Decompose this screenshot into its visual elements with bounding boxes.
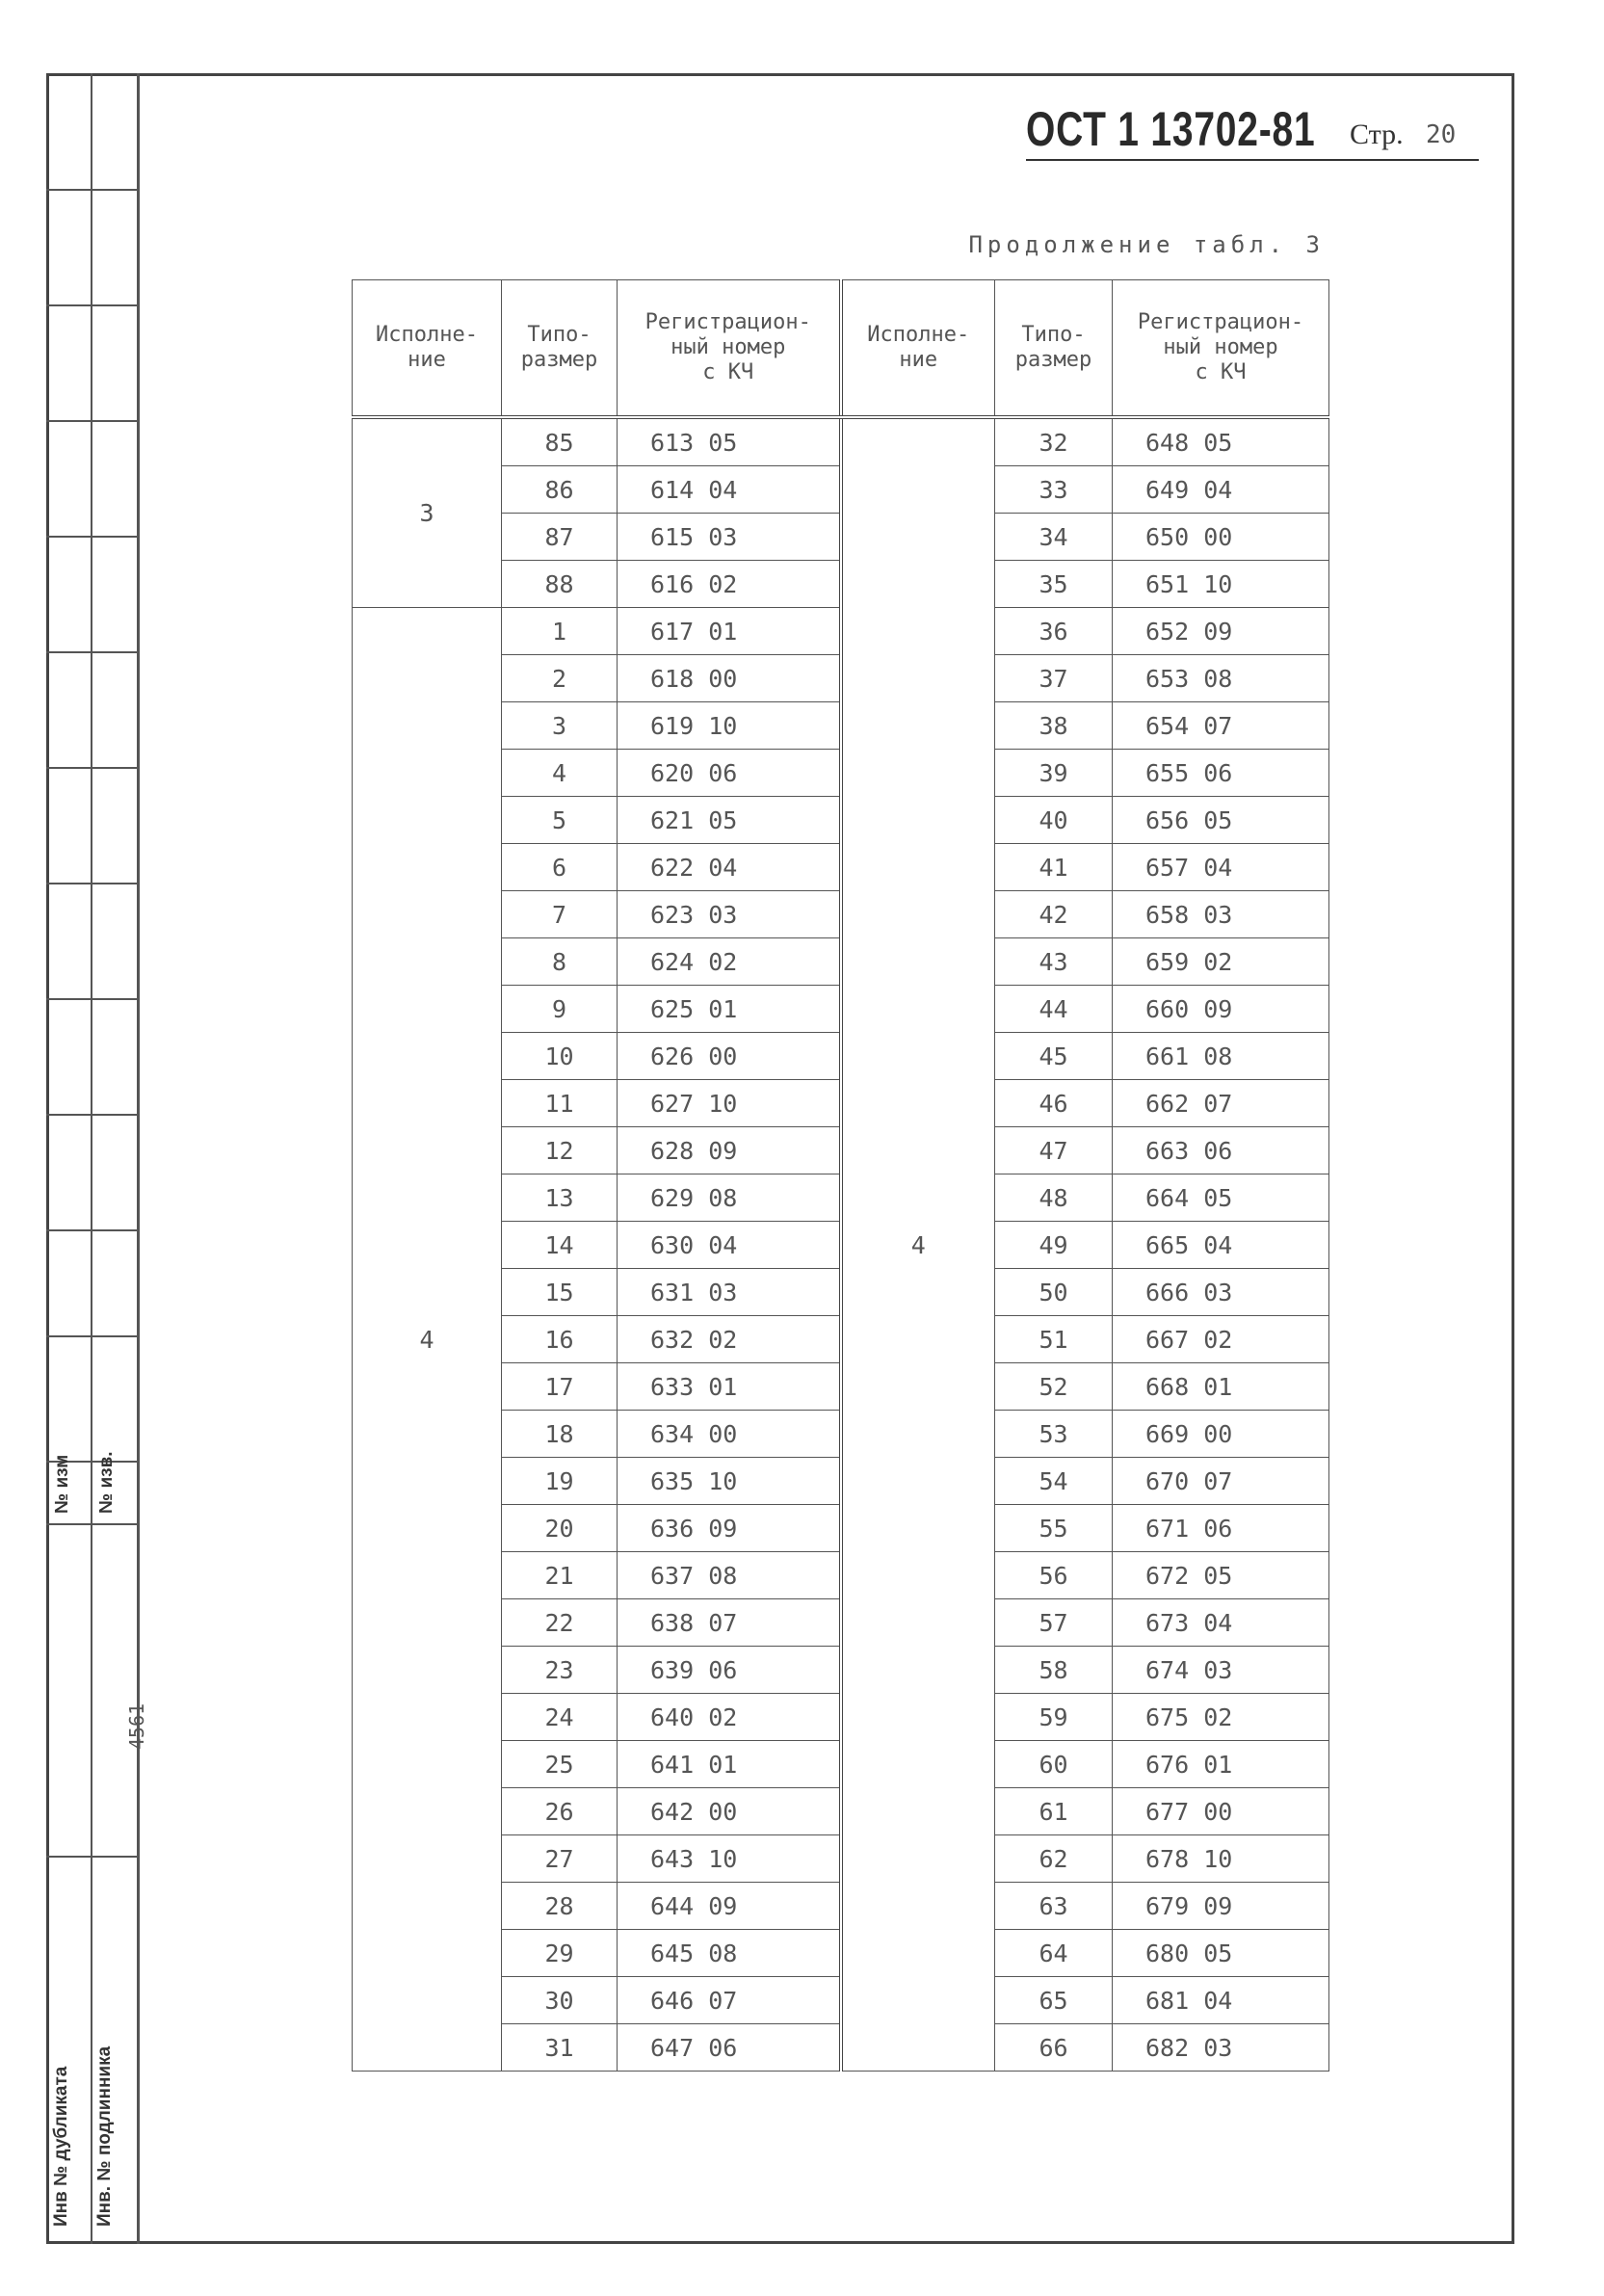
- strip-divider: [46, 1856, 137, 1858]
- cell-reg-number: 670 07: [1113, 1458, 1329, 1505]
- cell-reg-number: 638 07: [618, 1599, 841, 1647]
- cell-size: 38: [995, 702, 1113, 750]
- cell-reg-number: 620 06: [618, 750, 841, 797]
- cell-reg-number: 667 02: [1113, 1316, 1329, 1363]
- cell-size: 34: [995, 514, 1113, 561]
- cell-reg-number: 642 00: [618, 1788, 841, 1835]
- cell-reg-number: 659 02: [1113, 938, 1329, 986]
- strip-divider: [46, 1523, 137, 1525]
- cell-reg-number: 641 01: [618, 1741, 841, 1788]
- cell-reg-number: 675 02: [1113, 1694, 1329, 1741]
- cell-reg-number: 615 03: [618, 514, 841, 561]
- cell-size: 1: [502, 608, 618, 655]
- document-code: ОСТ 1 13702-81: [1026, 102, 1316, 156]
- cell-size: 19: [502, 1458, 618, 1505]
- cell-size: 88: [502, 561, 618, 608]
- strip-divider: [46, 1335, 137, 1337]
- cell-reg-number: 633 01: [618, 1363, 841, 1411]
- cell-reg-number: 652 09: [1113, 608, 1329, 655]
- cell-reg-number: 631 03: [618, 1269, 841, 1316]
- cell-reg-number: 634 00: [618, 1411, 841, 1458]
- cell-reg-number: 673 04: [1113, 1599, 1329, 1647]
- strip-divider: [46, 767, 137, 769]
- cell-size: 43: [995, 938, 1113, 986]
- cell-size: 16: [502, 1316, 618, 1363]
- cell-reg-number: 625 01: [618, 986, 841, 1033]
- cell-reg-number: 622 04: [618, 844, 841, 891]
- cell-reg-number: 669 00: [1113, 1411, 1329, 1458]
- cell-reg-number: 618 00: [618, 655, 841, 702]
- cell-reg-number: 679 09: [1113, 1883, 1329, 1930]
- cell-size: 5: [502, 797, 618, 844]
- cell-size: 28: [502, 1883, 618, 1930]
- cell-reg-number: 651 10: [1113, 561, 1329, 608]
- cell-size: 4: [502, 750, 618, 797]
- cell-reg-number: 621 05: [618, 797, 841, 844]
- cell-reg-number: 662 07: [1113, 1080, 1329, 1127]
- cell-size: 48: [995, 1174, 1113, 1222]
- cell-size: 59: [995, 1694, 1113, 1741]
- cell-size: 12: [502, 1127, 618, 1174]
- header-size: Типо- размер: [502, 280, 618, 418]
- cell-reg-number: 676 01: [1113, 1741, 1329, 1788]
- strip-divider: [46, 189, 91, 191]
- cell-size: 13: [502, 1174, 618, 1222]
- cell-reg-number: 650 00: [1113, 514, 1329, 561]
- cell-reg-number: 613 05: [618, 417, 841, 466]
- cell-reg-number: 628 09: [618, 1127, 841, 1174]
- cell-execution: 4: [841, 417, 995, 2072]
- cell-size: 57: [995, 1599, 1113, 1647]
- cell-size: 26: [502, 1788, 618, 1835]
- page-number: 20: [1426, 120, 1457, 149]
- cell-size: 42: [995, 891, 1113, 938]
- cell-size: 8: [502, 938, 618, 986]
- strip-divider: [91, 189, 137, 191]
- cell-size: 58: [995, 1647, 1113, 1694]
- cell-size: 47: [995, 1127, 1113, 1174]
- cell-reg-number: 649 04: [1113, 466, 1329, 514]
- document-header: [1026, 101, 1479, 161]
- data-table: [352, 279, 1329, 2072]
- cell-reg-number: 656 05: [1113, 797, 1329, 844]
- table-caption: Продолжение табл. 3: [968, 231, 1325, 258]
- cell-reg-number: 663 06: [1113, 1127, 1329, 1174]
- cell-size: 87: [502, 514, 618, 561]
- strip-divider: [46, 304, 137, 306]
- strip-number: 4561: [125, 1702, 148, 1750]
- cell-reg-number: 643 10: [618, 1835, 841, 1883]
- cell-reg-number: 636 09: [618, 1505, 841, 1552]
- cell-size: 23: [502, 1647, 618, 1694]
- cell-size: 9: [502, 986, 618, 1033]
- cell-reg-number: 671 06: [1113, 1505, 1329, 1552]
- cell-reg-number: 678 10: [1113, 1835, 1329, 1883]
- cell-reg-number: 660 09: [1113, 986, 1329, 1033]
- cell-size: 37: [995, 655, 1113, 702]
- cell-size: 85: [502, 417, 618, 466]
- strip-divider: [46, 883, 137, 884]
- cell-size: 35: [995, 561, 1113, 608]
- strip-divider: [46, 420, 137, 422]
- cell-reg-number: 681 04: [1113, 1977, 1329, 2024]
- cell-size: 41: [995, 844, 1113, 891]
- page-label: Стр.: [1350, 119, 1404, 150]
- cell-size: 66: [995, 2024, 1113, 2072]
- cell-size: 11: [502, 1080, 618, 1127]
- table-header-row: [353, 280, 1329, 418]
- cell-size: 7: [502, 891, 618, 938]
- cell-reg-number: 629 08: [618, 1174, 841, 1222]
- cell-reg-number: 626 00: [618, 1033, 841, 1080]
- cell-size: 33: [995, 466, 1113, 514]
- cell-size: 44: [995, 986, 1113, 1033]
- cell-size: 22: [502, 1599, 618, 1647]
- strip-divider: [46, 1229, 137, 1231]
- cell-reg-number: 646 07: [618, 1977, 841, 2024]
- strip-line: [137, 73, 140, 2244]
- cell-reg-number: 619 10: [618, 702, 841, 750]
- cell-size: 55: [995, 1505, 1113, 1552]
- cell-reg-number: 674 03: [1113, 1647, 1329, 1694]
- strip-divider: [46, 651, 137, 653]
- cell-size: 86: [502, 466, 618, 514]
- binding-strip: [46, 73, 148, 2244]
- cell-size: 51: [995, 1316, 1113, 1363]
- cell-size: 60: [995, 1741, 1113, 1788]
- cell-reg-number: 639 06: [618, 1647, 841, 1694]
- cell-size: 40: [995, 797, 1113, 844]
- cell-reg-number: 645 08: [618, 1930, 841, 1977]
- cell-size: 36: [995, 608, 1113, 655]
- cell-size: 15: [502, 1269, 618, 1316]
- cell-reg-number: 627 10: [618, 1080, 841, 1127]
- cell-reg-number: 668 01: [1113, 1363, 1329, 1411]
- cell-reg-number: 654 07: [1113, 702, 1329, 750]
- cell-reg-number: 624 02: [618, 938, 841, 986]
- strip-label-duplicate: Инв № дубликата: [51, 2066, 71, 2227]
- cell-size: 54: [995, 1458, 1113, 1505]
- cell-reg-number: 664 05: [1113, 1174, 1329, 1222]
- cell-size: 20: [502, 1505, 618, 1552]
- cell-size: 65: [995, 1977, 1113, 2024]
- cell-size: 63: [995, 1883, 1113, 1930]
- cell-size: 18: [502, 1411, 618, 1458]
- strip-label-original: Инв. № подлинника: [94, 2045, 115, 2227]
- cell-execution: 4: [353, 608, 502, 2072]
- strip-label-notice-no: № изв.: [96, 1451, 117, 1514]
- cell-reg-number: 677 00: [1113, 1788, 1329, 1835]
- cell-size: 6: [502, 844, 618, 891]
- cell-reg-number: 661 08: [1113, 1033, 1329, 1080]
- cell-reg-number: 657 04: [1113, 844, 1329, 891]
- strip-divider: [46, 536, 137, 538]
- cell-reg-number: 666 03: [1113, 1269, 1329, 1316]
- cell-reg-number: 653 08: [1113, 655, 1329, 702]
- cell-size: 27: [502, 1835, 618, 1883]
- cell-size: 10: [502, 1033, 618, 1080]
- cell-size: 50: [995, 1269, 1113, 1316]
- cell-reg-number: 640 02: [618, 1694, 841, 1741]
- cell-reg-number: 647 06: [618, 2024, 841, 2072]
- cell-size: 31: [502, 2024, 618, 2072]
- cell-reg-number: 630 04: [618, 1222, 841, 1269]
- cell-reg-number: 655 06: [1113, 750, 1329, 797]
- cell-size: 14: [502, 1222, 618, 1269]
- cell-size: 62: [995, 1835, 1113, 1883]
- cell-reg-number: 632 02: [618, 1316, 841, 1363]
- header-execution: Исполне- ние: [353, 280, 502, 418]
- header-size: Типо- размер: [995, 280, 1113, 418]
- cell-reg-number: 672 05: [1113, 1552, 1329, 1599]
- cell-size: 32: [995, 417, 1113, 466]
- cell-size: 46: [995, 1080, 1113, 1127]
- cell-reg-number: 614 04: [618, 466, 841, 514]
- cell-reg-number: 682 03: [1113, 2024, 1329, 2072]
- cell-reg-number: 648 05: [1113, 417, 1329, 466]
- cell-reg-number: 658 03: [1113, 891, 1329, 938]
- cell-size: 61: [995, 1788, 1113, 1835]
- cell-reg-number: 616 02: [618, 561, 841, 608]
- cell-reg-number: 617 01: [618, 608, 841, 655]
- cell-size: 24: [502, 1694, 618, 1741]
- cell-size: 49: [995, 1222, 1113, 1269]
- cell-size: 53: [995, 1411, 1113, 1458]
- cell-size: 21: [502, 1552, 618, 1599]
- cell-reg-number: 680 05: [1113, 1930, 1329, 1977]
- cell-size: 17: [502, 1363, 618, 1411]
- cell-size: 3: [502, 702, 618, 750]
- strip-line: [91, 73, 92, 2244]
- cell-reg-number: 635 10: [618, 1458, 841, 1505]
- table-row: [353, 417, 1329, 466]
- cell-reg-number: 637 08: [618, 1552, 841, 1599]
- cell-size: 64: [995, 1930, 1113, 1977]
- strip-divider: [46, 1114, 137, 1116]
- cell-size: 29: [502, 1930, 618, 1977]
- cell-reg-number: 665 04: [1113, 1222, 1329, 1269]
- cell-reg-number: 623 03: [618, 891, 841, 938]
- cell-size: 30: [502, 1977, 618, 2024]
- cell-size: 56: [995, 1552, 1113, 1599]
- header-execution: Исполне- ние: [841, 280, 995, 418]
- strip-divider: [46, 998, 137, 1000]
- cell-size: 25: [502, 1741, 618, 1788]
- cell-size: 52: [995, 1363, 1113, 1411]
- header-reg-number: Регистрацион- ный номер с КЧ: [1113, 280, 1329, 418]
- cell-size: 2: [502, 655, 618, 702]
- header-reg-number: Регистрацион- ный номер с КЧ: [618, 280, 841, 418]
- cell-size: 45: [995, 1033, 1113, 1080]
- cell-reg-number: 644 09: [618, 1883, 841, 1930]
- cell-execution: 3: [353, 417, 502, 608]
- cell-size: 39: [995, 750, 1113, 797]
- strip-label-change-no: № изм: [52, 1454, 72, 1514]
